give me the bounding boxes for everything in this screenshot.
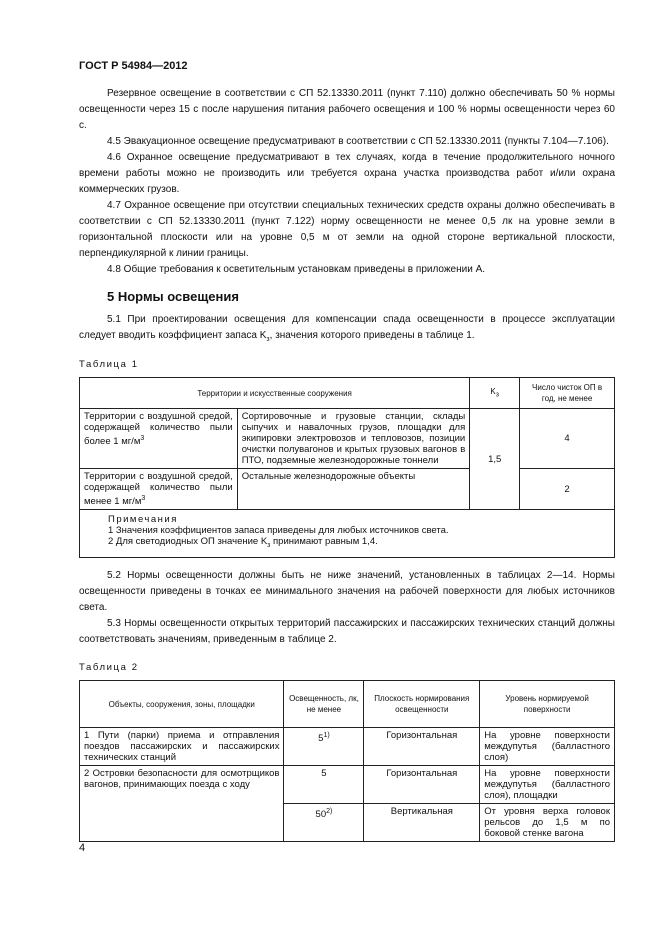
- paragraph: 5.2 Нормы освещенности должны быть не ниже значений, установленных в таблицах 2—14. Нормы освещенности приведены в точках ее минимального значения на рабочей поверхности для любых источников света.: [79, 570, 615, 614]
- table-row: [80, 766, 615, 804]
- table-cell: На уровне поверхности междупутья (балластного слоя): [480, 728, 615, 766]
- table-caption: Таблица 1: [79, 359, 139, 370]
- table-cell: [284, 804, 364, 842]
- superscript: 3: [140, 435, 145, 442]
- table-cell: 2 Островки безопасности для осмотрщиков вагонов, принимающих поезда с ходу: [80, 766, 284, 842]
- paragraph: [79, 312, 615, 348]
- table-cell: На уровне поверхности междупутья (балластного слоя), площадки: [480, 766, 615, 804]
- table-header-row: [80, 378, 615, 409]
- notes-title: Примечания: [108, 514, 178, 526]
- table-header-row: [80, 681, 615, 728]
- cell-text: Территории с воздушной средой, содержащей количество пыли менее 1 мг/м: [84, 471, 233, 508]
- table-cell: 1,5: [470, 409, 520, 510]
- table-1: [79, 377, 615, 558]
- paragraph: 5.3 Нормы освещенности открытых территорий пассажирских и пассажирских технических станций должны соответствовать значениям, приведенным в таблице 2.: [79, 618, 615, 646]
- section-title: 5 Нормы освещения: [107, 289, 239, 304]
- table-header-cell: Уровень нормируемой поверхности: [480, 681, 615, 728]
- table-header-cell: Объекты, сооружения, зоны, площадки: [80, 681, 284, 728]
- table-cell: Вертикальная: [364, 804, 480, 842]
- paragraph: 4.6 Охранное освещение предусматривают в тех случаях, когда в течение продолжительного ночного времени работы можно не производить или требуется охрана участка производства работ и/или охрана коммерческих грузов.: [79, 152, 615, 195]
- table-header-cell: Территории и искусственные сооружения: [80, 378, 470, 409]
- paragraph-text: 5.1 При проектировании освещения для компенсации спада освещенности в процессе эксплуатации следует вводить коэффициент запаса K: [79, 314, 615, 341]
- header-text: K: [490, 386, 496, 396]
- table-cell: От уровня верха головок рельсов до 1,5 м по боковой стенке вагона: [480, 804, 615, 842]
- table-cell: Горизонтальная: [364, 766, 480, 804]
- superscript: 1): [323, 732, 330, 740]
- cell-text: Территории с воздушной средой, содержащей количество пыли более 1 мг/м: [84, 411, 233, 448]
- note: [84, 536, 610, 551]
- table-notes-row: [80, 510, 615, 558]
- table-row: [80, 409, 615, 469]
- cell-value: 5: [318, 733, 324, 745]
- paragraph-text: , значения которого приведены в таблице 1.: [269, 330, 475, 341]
- paragraph: 4.7 Охранное освещение при отсутствии специальных технических средств охраны должно обеспечивать в соответствии с СП 52.13330.2011 (пункт 7.122) норму освещенности не менее 0,5 лк на уровне земли в горизонтальной плоскости или на уровне 0,5 м от земли на одной стороне вертикальной плоскости, перпендикулярной к линии границы.: [79, 200, 615, 259]
- superscript: 3: [141, 495, 146, 502]
- cell-value: 5: [321, 768, 327, 780]
- subscript: з: [495, 391, 499, 399]
- table-cell: [284, 766, 364, 804]
- page-number: 4: [79, 842, 86, 854]
- paragraph: 4.8 Общие требования к осветительным установкам приведены в приложении А.: [107, 264, 486, 275]
- table-cell: [284, 728, 364, 766]
- standard-header: ГОСТ Р 54984—2012: [79, 60, 188, 72]
- table-cell: Горизонтальная: [364, 728, 480, 766]
- page-content: [79, 86, 615, 842]
- table-cell: Сортировочные и грузовые станции, склады сыпучих и навалочных грузов, площадки для экипировки электровозов и тепловозов, позиции очистки полувагонов и крытых грузовых вагонов в ПТО, подземные железнодорожные тоннели: [237, 409, 470, 469]
- cell-value: 50: [315, 809, 327, 821]
- table-cell: [80, 469, 238, 510]
- table-row: [80, 469, 615, 510]
- table-cell: 4: [520, 409, 615, 469]
- table-notes: [80, 510, 615, 558]
- table-row: [80, 728, 615, 766]
- subscript: з: [267, 542, 271, 550]
- table-header-cell: [470, 378, 520, 409]
- note: 1 Значения коэффициентов запаса приведены для любых источников света.: [108, 525, 449, 537]
- table-2: [79, 680, 615, 842]
- table-cell: 1 Пути (парки) приема и отправления поездов пассажирских и пассажирских технических станций: [80, 728, 284, 766]
- table-caption: Таблица 2: [79, 662, 139, 674]
- table-header-cell: Освещенность, лк, не менее: [284, 681, 364, 728]
- table-header-cell: Плоскость нормирования освещенности: [364, 681, 480, 728]
- subscript: з: [266, 336, 270, 343]
- note-text: принимают равным 1,4.: [270, 536, 378, 548]
- note-text: 2 Для светодиодных ОП значение K: [108, 536, 268, 548]
- table-header-cell: Число чисток ОП в год, не менее: [520, 378, 615, 409]
- superscript: 2): [326, 808, 333, 816]
- paragraph: Резервное освещение в соответствии с СП 52.13330.2011 (пункт 7.110) должно обеспечивать 50 % нормы освещенности через 15 с после нарушения питания рабочего освещения и 100 % нормы освещенности через 60 с.: [79, 88, 615, 131]
- table-cell: Остальные железнодорожные объекты: [237, 469, 470, 510]
- paragraph: 4.5 Эвакуационное освещение предусматривают в соответствии с СП 52.13330.2011 (пункты 7.104—7.106).: [107, 136, 609, 147]
- table-cell: [80, 409, 238, 469]
- table-cell: 2: [520, 469, 615, 510]
